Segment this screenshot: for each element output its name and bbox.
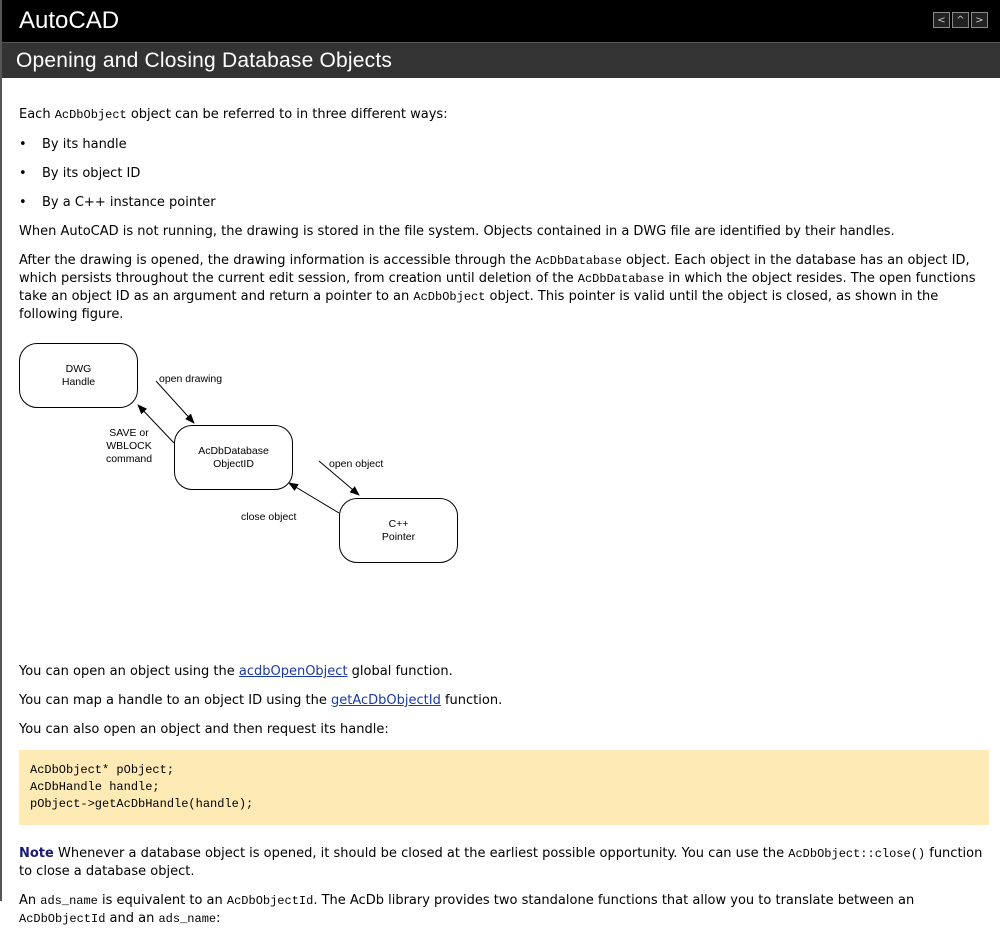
close-object-arrow <box>289 483 339 513</box>
ads-name-paragraph <box>19 892 989 928</box>
ads-code-2: AcDbObjectId <box>226 894 314 908</box>
db-box-line-2: ObjectID <box>213 457 254 470</box>
cpp-pointer-box <box>339 498 458 563</box>
ptr-box-line-2: Pointer <box>381 530 416 543</box>
open-close-diagram <box>19 343 479 573</box>
app-header <box>2 0 1000 42</box>
opened-text-4: object. This pointer is valid until the object is closed, as shown in the following figure. <box>19 289 939 322</box>
db-box-line-1: AcDbDatabase <box>198 444 269 457</box>
nav-buttons <box>933 12 988 28</box>
intro-text-end: object can be referred to in three different ways: <box>126 107 448 122</box>
close-object-label: close object <box>241 511 297 523</box>
ads-text-2: is equivalent to an <box>97 893 227 908</box>
app-title: AutoCAD <box>19 7 120 34</box>
intro-paragraph <box>19 106 989 124</box>
open-function-paragraph <box>19 663 989 680</box>
list-item: • By its handle <box>19 136 989 153</box>
opened-paragraph <box>19 252 989 323</box>
opened-code-1: AcDbDatabase <box>535 254 622 268</box>
ads-text-3: . The AcDb library provides two standalone functions that allow you to translate between an <box>313 893 915 908</box>
dwg-handle-box <box>19 343 138 408</box>
open-func-text-end: global function. <box>347 664 453 679</box>
list-item: • By its object ID <box>19 165 989 182</box>
ads-code-4: ads_name <box>158 912 217 926</box>
open-func-text-start: You can open an object using the <box>19 664 239 679</box>
page-title-bar <box>2 42 1000 78</box>
ptr-box-line-1: C++ <box>388 517 409 530</box>
code-line: AcDbHandle handle; <box>30 780 160 794</box>
code-line: pObject->getAcDbHandle(handle); <box>30 797 254 811</box>
note-label: Note <box>19 846 54 861</box>
getacdbobjectid-link[interactable]: getAcDbObjectId <box>330 693 441 708</box>
save-label-line-3: command <box>105 453 153 465</box>
next-page-button[interactable]: > <box>971 12 988 28</box>
ads-text-4: and an <box>105 911 159 926</box>
ads-text-1: An <box>19 893 41 908</box>
intro-code: AcDbObject <box>54 108 127 122</box>
map-handle-text-start: You can map a handle to an object ID using the <box>19 693 331 708</box>
opened-text-3: in which the object resides. The open functions take an object ID as an argument and return a pointer to an <box>19 271 976 304</box>
ads-code-1: ads_name <box>40 894 98 908</box>
note-paragraph <box>19 845 989 880</box>
opened-text-2: object. Each object in the database has an object ID, which persists throughout the current edit session, from creation until deletion of the <box>19 253 970 286</box>
reference-ways-list <box>19 136 989 211</box>
list-item: • By a C++ instance pointer <box>19 194 989 211</box>
parent-topic-button[interactable]: ^ <box>952 12 969 28</box>
not-running-paragraph: When AutoCAD is not running, the drawing is stored in the file system. Objects contained in a DWG file are identified by their handles. <box>19 224 895 239</box>
save-wblock-label <box>99 427 159 466</box>
open-drawing-label: open drawing <box>159 373 223 385</box>
save-label-line-1: SAVE or <box>109 427 149 439</box>
article-body <box>19 106 989 940</box>
intro-text-start: Each <box>19 107 55 122</box>
note-text-1: Whenever a database object is opened, it should be closed at the earliest possible opportunity. You can use the <box>53 846 789 861</box>
ads-text-5: : <box>216 911 221 926</box>
code-example <box>19 750 989 825</box>
acdbopenobject-link[interactable]: acdbOpenObject <box>238 664 348 679</box>
previous-page-button[interactable]: < <box>933 12 950 28</box>
map-handle-paragraph <box>19 692 989 709</box>
open-drawing-arrow <box>156 381 194 423</box>
database-objectid-box <box>174 425 293 490</box>
ads-code-3: AcDbObjectId <box>19 912 106 926</box>
dwg-box-line-1: DWG <box>65 362 92 375</box>
page-title: Opening and Closing Database Objects <box>16 49 393 72</box>
note-text-2: function to close a database object. <box>19 846 983 879</box>
open-object-label: open object <box>329 458 384 470</box>
dwg-box-line-2: Handle <box>61 375 96 388</box>
opened-code-3: AcDbObject <box>413 290 486 304</box>
note-code: AcDbObject::close() <box>788 847 926 861</box>
request-handle-paragraph: You can also open an object and then request its handle: <box>19 722 389 737</box>
code-line: AcDbObject* pObject; <box>30 763 175 777</box>
opened-text-1: After the drawing is opened, the drawing information is accessible through the <box>19 253 536 268</box>
opened-code-2: AcDbDatabase <box>577 272 665 286</box>
map-handle-text-end: function. <box>440 693 503 708</box>
save-label-line-2: WBLOCK <box>106 440 152 452</box>
